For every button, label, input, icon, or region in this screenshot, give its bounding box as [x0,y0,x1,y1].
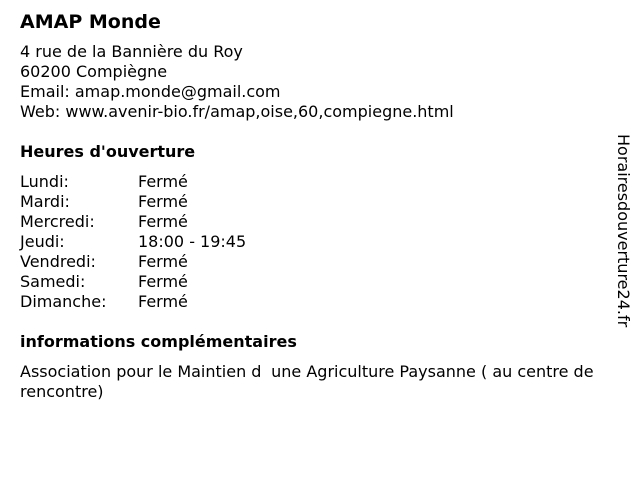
day-hours: Fermé [138,252,188,271]
hours-row-sunday [20,292,246,312]
day-hours: Fermé [138,192,188,211]
business-card [20,10,610,402]
email-line: Email: amap.monde@gmail.com [20,82,281,101]
day-label: Dimanche: [20,292,107,311]
hours-row-friday [20,252,246,272]
day-hours: Fermé [138,272,188,291]
web-line: Web: www.avenir-bio.fr/amap,oise,60,compiegne.html [20,102,454,121]
address-line-1: 4 rue de la Bannière du Roy [20,42,243,61]
additional-info-text: Association pour le Maintien dune Agriculture Paysanne ( au centre de rencontre) [20,362,594,401]
business-name: AMAP Monde [20,11,161,33]
additional-info-heading: informations complémentaires [20,332,297,351]
day-hours: Fermé [138,212,188,231]
day-label: Vendredi: [20,252,96,271]
day-hours: Fermé [138,292,188,311]
hours-row-saturday [20,272,246,292]
day-label: Mercredi: [20,212,95,231]
site-watermark: Horairesdouverture24.fr [614,134,633,328]
day-label: Mardi: [20,192,70,211]
hours-row-tuesday [20,192,246,212]
hours-row-wednesday [20,212,246,232]
day-label: Samedi: [20,272,86,291]
hours-row-thursday [20,232,246,252]
day-hours: Fermé [138,172,188,191]
day-hours: 18:00 - 19:45 [138,232,247,251]
hours-row-monday [20,172,246,192]
address-line-2: 60200 Compiègne [20,62,168,81]
opening-hours-table [20,172,246,312]
day-label: Lundi: [20,172,69,191]
opening-hours-heading: Heures d'ouverture [20,142,196,161]
day-label: Jeudi: [20,232,65,251]
